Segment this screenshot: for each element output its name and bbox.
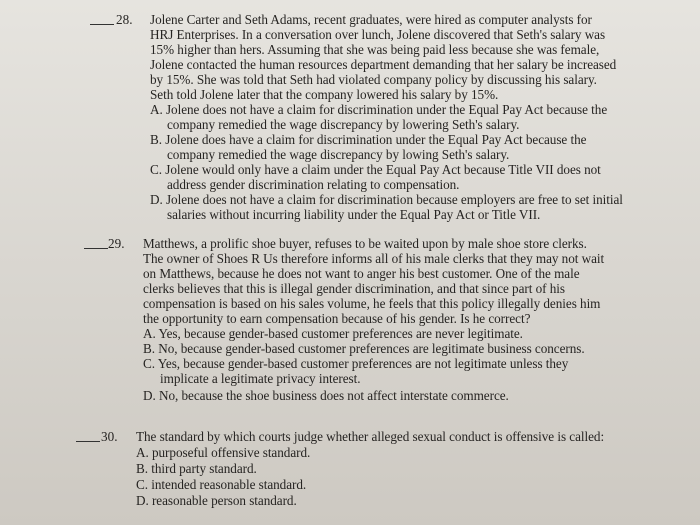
option-a[interactable]: A. Jolene does not have a claim for discrimination under the Equal Pay Act because the xyxy=(150,102,608,117)
question-stem-line: Matthews, a prolific shoe buyer, refuses to be waited upon by male shoe store clerks. xyxy=(143,236,587,251)
question-stem-line: HRJ Enterprises. In a conversation over lunch, Jolene discovered that Seth's salary was xyxy=(150,27,606,42)
question-stem-line: 15% higher than hers. Assuming that she was being paid less because she was female, xyxy=(150,42,600,57)
question-stem-line: the opportunity to earn compensation because of his gender. Is he correct? xyxy=(143,311,531,326)
question-stem-line: Jolene Carter and Seth Adams, recent graduates, were hired as computer analysts for xyxy=(150,12,592,27)
question-stem-line: by 15%. She was told that Seth had violated company policy by discussing his salary. xyxy=(150,72,597,87)
option-c[interactable]: C. intended reasonable standard. xyxy=(136,477,307,492)
question-stem-line: The standard by which courts judge whether alleged sexual conduct is offensive is called: xyxy=(136,429,605,444)
question-stem-line: Seth told Jolene later that the company lowered his salary by 15%. xyxy=(150,87,499,102)
option-d-continuation: salaries without incurring liability under the Equal Pay Act or Title VII. xyxy=(167,207,541,222)
option-d[interactable]: D. reasonable person standard. xyxy=(136,493,297,508)
question-stem-line: Jolene contacted the human resources department demanding that her salary be increased xyxy=(150,57,617,72)
option-c-continuation: address gender discrimination relating to compensation. xyxy=(167,177,460,192)
option-d[interactable]: D. No, because the shoe business does not affect interstate commerce. xyxy=(143,388,509,403)
option-c[interactable]: C. Jolene would only have a claim under the Equal Pay Act because Title VII does not xyxy=(150,162,601,177)
answer-blank[interactable] xyxy=(90,24,114,25)
question-number: 30. xyxy=(101,429,118,444)
option-a[interactable]: A. Yes, because gender-based customer preferences are never legitimate. xyxy=(143,326,523,341)
question-number: 28. xyxy=(116,12,133,27)
question-stem-line: The owner of Shoes R Us therefore informs all of his male clerks that they may not wait xyxy=(143,251,605,266)
option-a[interactable]: A. purposeful offensive standard. xyxy=(136,445,311,460)
answer-blank[interactable] xyxy=(84,248,108,249)
question-stem-line: compensation is based on his sales volume, he feels that this policy illegally denies him xyxy=(143,296,601,311)
answer-blank[interactable] xyxy=(76,441,100,442)
question-stem-line: on Matthews, because he does not want to anger his best customer. One of the male xyxy=(143,266,580,281)
option-c[interactable]: C. Yes, because gender-based customer preferences are not legitimate unless they xyxy=(143,356,569,371)
option-b[interactable]: B. third party standard. xyxy=(136,461,257,476)
option-b-continuation: company remedied the wage discrepancy by lowing Seth's salary. xyxy=(167,147,510,162)
option-a-continuation: company remedied the wage discrepancy by lowering Seth's salary. xyxy=(167,117,520,132)
option-b[interactable]: B. No, because gender-based customer preferences are legitimate business concerns. xyxy=(143,341,585,356)
question-stem-line: clerks believes that this is illegal gender discrimination, and that since part of his xyxy=(143,281,565,296)
option-d[interactable]: D. Jolene does not have a claim for discrimination because employers are free to set initial xyxy=(150,192,623,207)
option-c-continuation: implicate a legitimate privacy interest. xyxy=(160,371,361,386)
question-number: 29. xyxy=(108,236,125,251)
option-b[interactable]: B. Jolene does have a claim for discrimination under the Equal Pay Act because the xyxy=(150,132,587,147)
